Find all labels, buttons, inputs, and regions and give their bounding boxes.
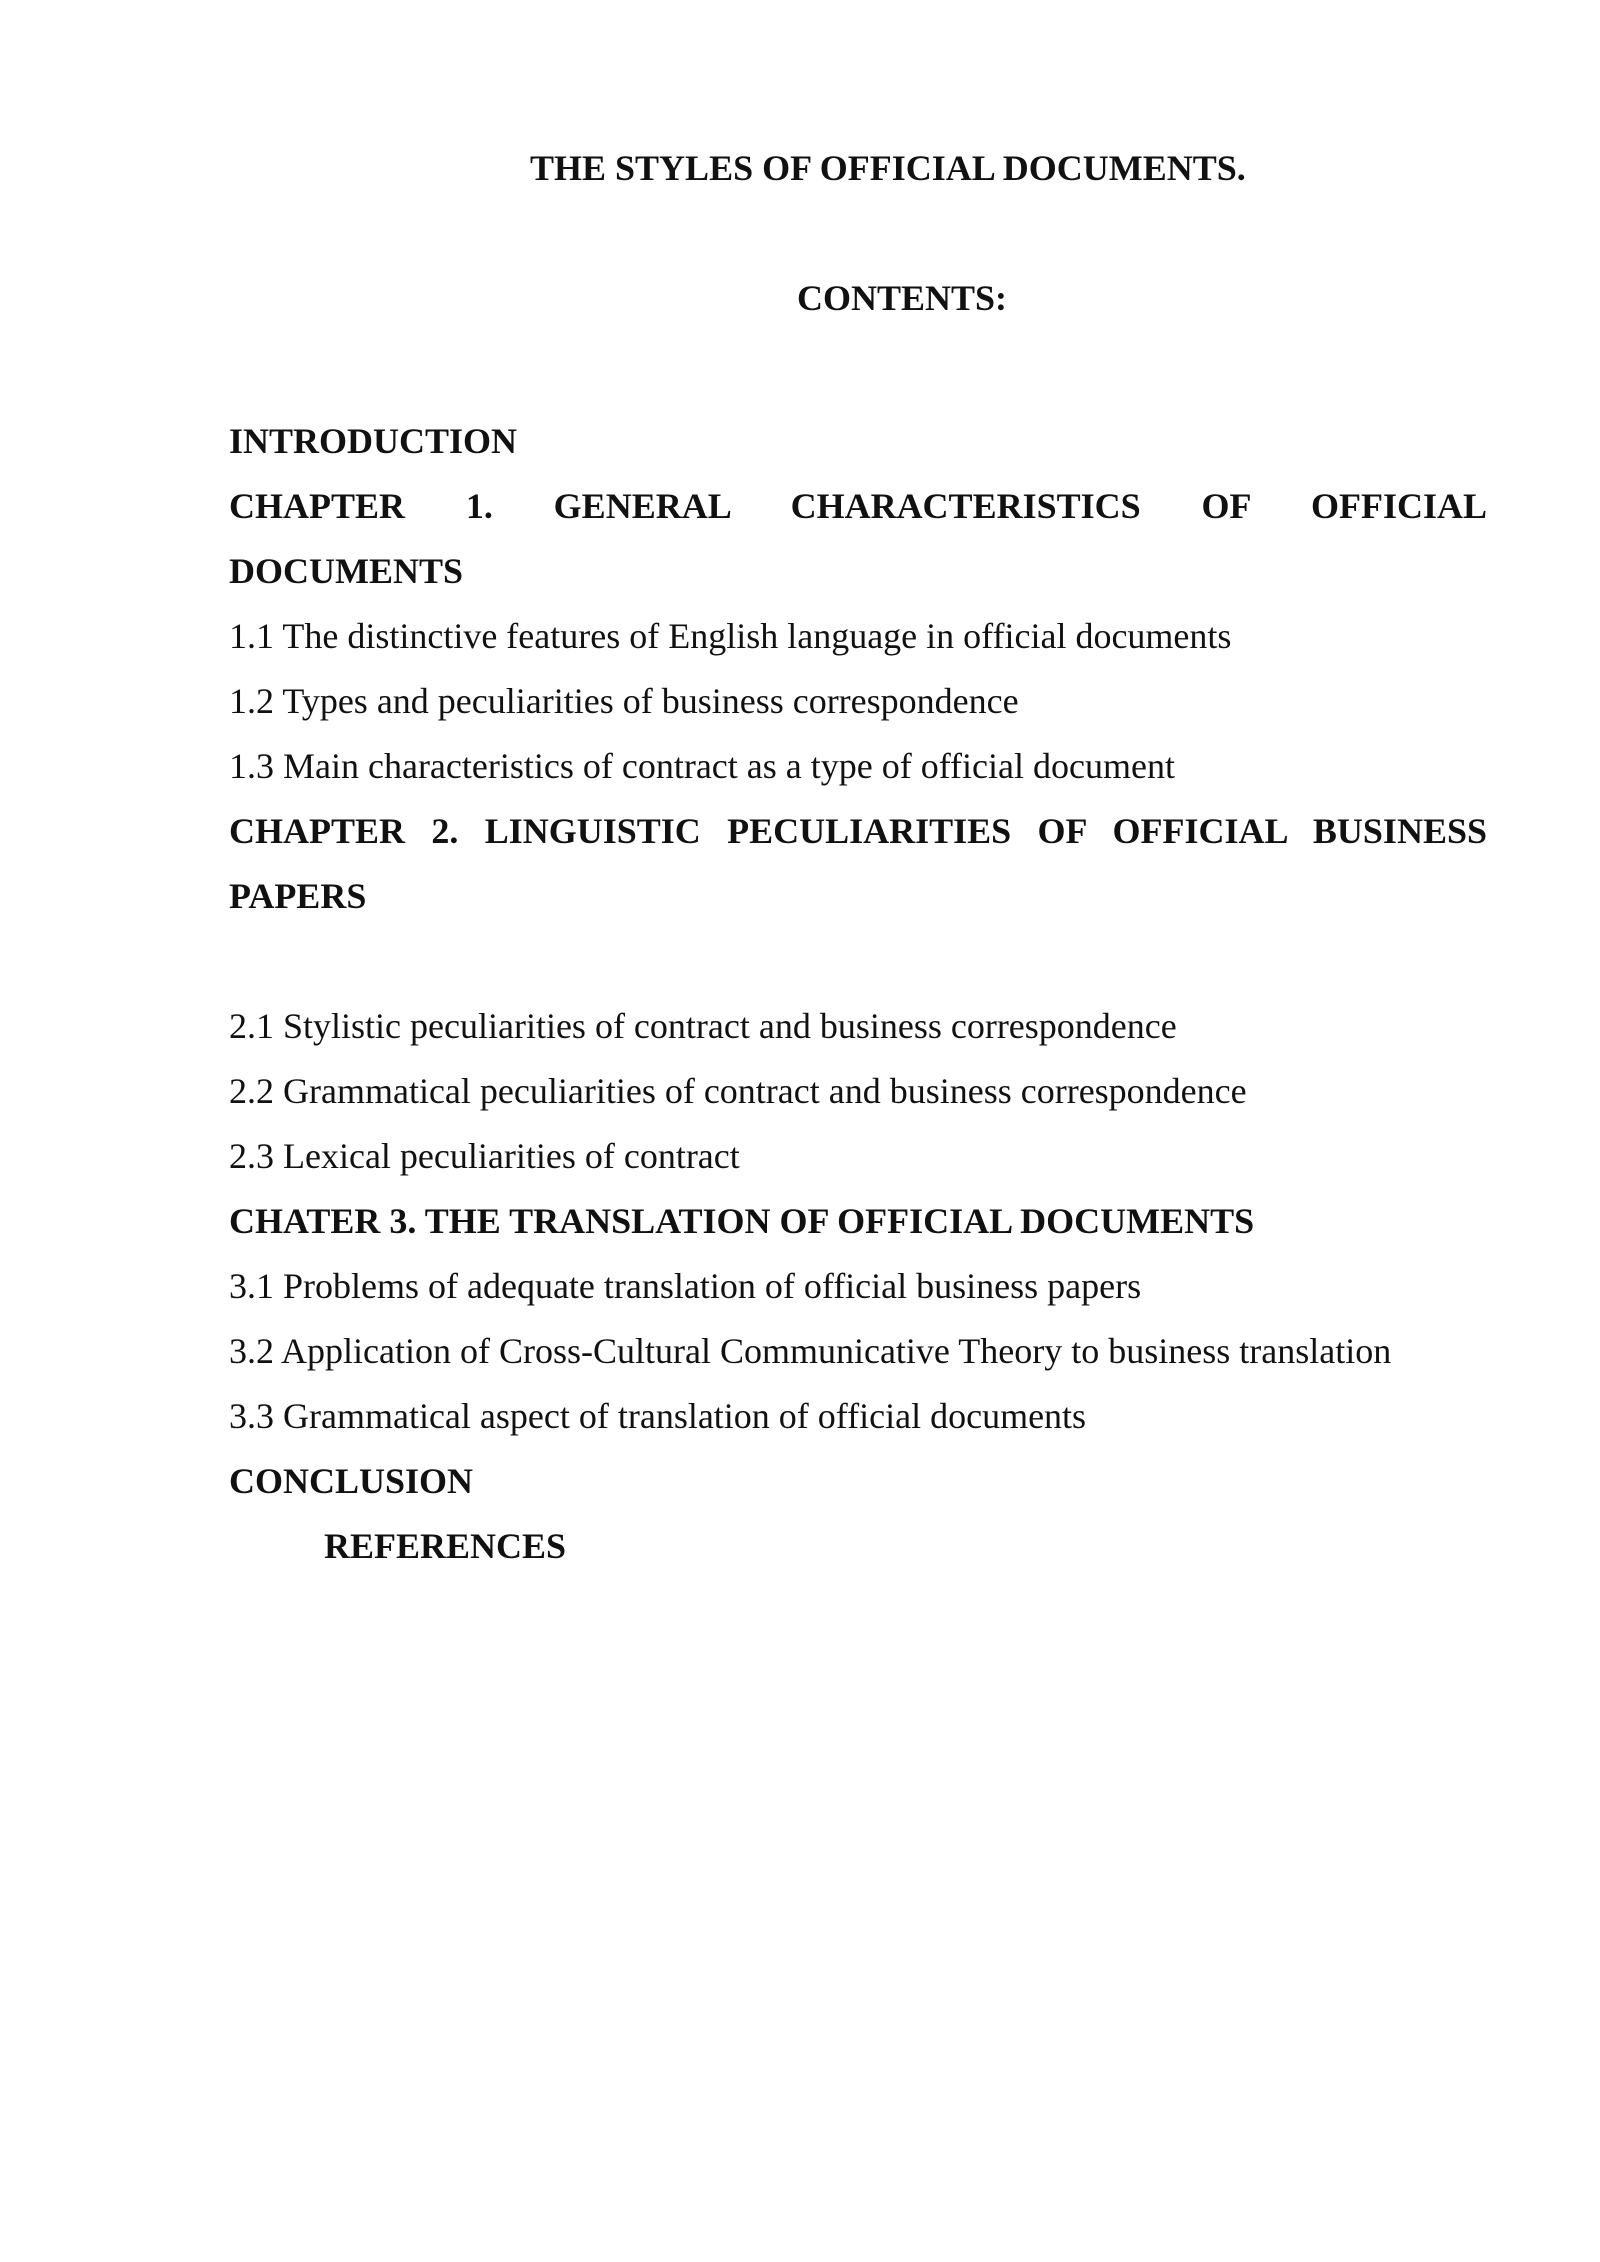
- toc-item-1-3: 1.3 Main characteristics of contract as a type of official document: [229, 746, 1175, 786]
- toc-item-3-3: 3.3 Grammatical aspect of translation of official documents: [229, 1396, 1087, 1436]
- toc-chapter-3-heading: CHATER 3. THE TRANSLATION OF OFFICIAL DOCUMENTS: [229, 1201, 1255, 1241]
- toc-item-2-3: 2.3 Lexical peculiarities of contract: [229, 1136, 740, 1176]
- toc-chapter-2-heading-continued: PAPERS: [229, 876, 367, 916]
- toc-item-2-1: 2.1 Stylistic peculiarities of contract and business correspondence: [229, 1006, 1177, 1046]
- contents-heading: CONTENTS:: [797, 278, 1008, 318]
- toc-item-2-2: 2.2 Grammatical peculiarities of contract and business correspondence: [229, 1071, 1247, 1111]
- toc-item-1-1: 1.1 The distinctive features of English language in official documents: [229, 616, 1232, 656]
- toc-chapter-1-heading: CHAPTER 1. GENERAL CHARACTERISTICS OF OFFICIAL: [229, 486, 1487, 526]
- table-of-contents: [229, 409, 1487, 1579]
- toc-introduction: INTRODUCTION: [229, 421, 518, 461]
- toc-chapter-1-heading-continued: DOCUMENTS: [229, 551, 464, 591]
- toc-conclusion: CONCLUSION: [229, 1461, 474, 1501]
- toc-item-3-2: 3.2 Application of Cross-Cultural Communicative Theory to business translation: [229, 1331, 1392, 1371]
- toc-references: REFERENCES: [324, 1526, 567, 1566]
- toc-chapter-2-heading: CHAPTER 2. LINGUISTIC PECULIARITIES OF OFFICIAL BUSINESS: [229, 811, 1487, 851]
- document-title: THE STYLES OF OFFICIAL DOCUMENTS.: [530, 148, 1246, 188]
- toc-item-3-1: 3.1 Problems of adequate translation of official business papers: [229, 1266, 1142, 1306]
- toc-item-1-2: 1.2 Types and peculiarities of business correspondence: [229, 681, 1019, 721]
